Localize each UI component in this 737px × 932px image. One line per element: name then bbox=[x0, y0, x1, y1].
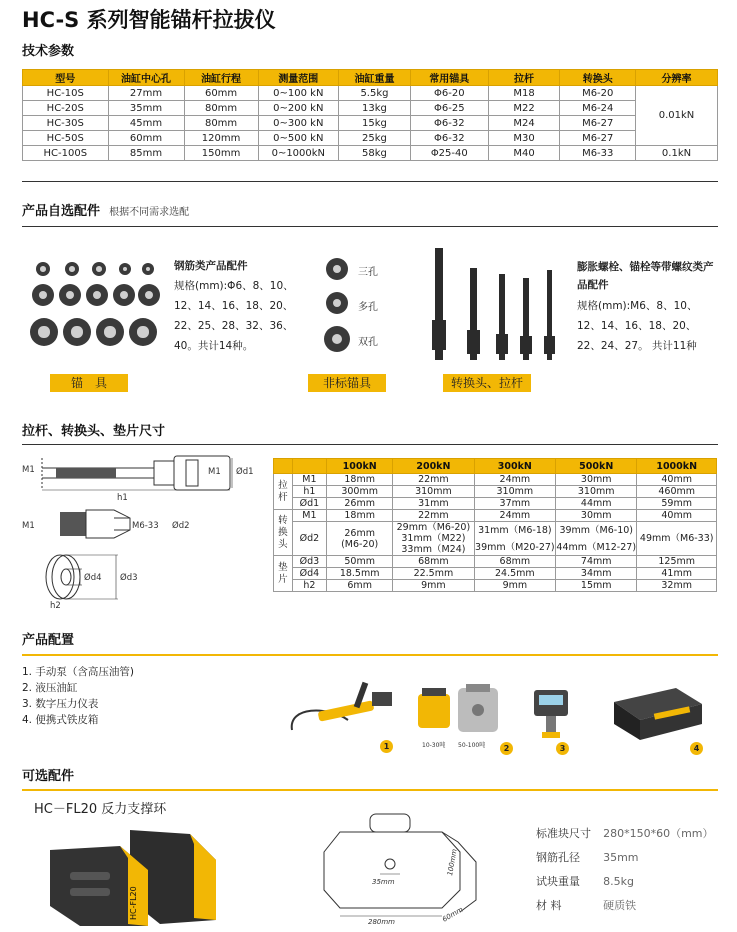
spec-value: 硬质铁 bbox=[603, 899, 637, 912]
multi-hole-anchor-icon bbox=[326, 292, 348, 314]
table-cell: 41mm bbox=[637, 568, 717, 580]
table-cell: 6mm bbox=[327, 580, 393, 592]
badge-anchor: 锚 具 bbox=[50, 374, 128, 392]
number-badge: 2 bbox=[500, 742, 513, 755]
tech-header: 油缸重量 bbox=[339, 70, 411, 86]
dims-header-empty bbox=[292, 459, 326, 474]
table-cell: 9mm bbox=[474, 580, 555, 592]
table-cell: 150mm bbox=[184, 146, 258, 161]
nut-icon bbox=[138, 284, 160, 306]
table-cell: 300mm bbox=[327, 486, 393, 498]
table-cell bbox=[393, 522, 474, 556]
table-cell: 44mm bbox=[556, 498, 637, 510]
dims-table bbox=[273, 458, 717, 592]
drawing-height: 100mm bbox=[446, 848, 459, 877]
resolution-cell: 0.01kN bbox=[636, 86, 718, 146]
cell-line: 39mm（M6-10) bbox=[559, 524, 633, 536]
table-cell: M18 bbox=[488, 86, 560, 101]
table-row bbox=[23, 131, 718, 146]
cell-line: 31mm（M6-18) bbox=[478, 524, 552, 536]
rod-icon bbox=[496, 334, 508, 354]
nut-icon bbox=[119, 263, 131, 275]
cell-line: 29mm（M6-20) bbox=[396, 522, 471, 533]
divider bbox=[22, 226, 718, 227]
table-cell: 25kg bbox=[339, 131, 411, 146]
table-cell: Ød2 bbox=[292, 522, 326, 556]
dims-header-row bbox=[274, 459, 717, 474]
tech-heading: 技术参数 bbox=[22, 44, 75, 59]
config-list bbox=[22, 664, 134, 728]
table-row bbox=[274, 580, 717, 592]
table-cell: 30mm bbox=[556, 474, 637, 486]
nut-icon bbox=[129, 318, 157, 346]
tech-header: 拉杆 bbox=[488, 70, 560, 86]
table-cell: 0~300 kN bbox=[258, 116, 338, 131]
ring-label: HC-FL20 bbox=[129, 886, 138, 920]
table-cell: M22 bbox=[488, 101, 560, 116]
hydraulic-cylinder-image bbox=[410, 684, 500, 740]
rod-icon bbox=[467, 330, 480, 354]
cylinder-large-label: 50-100吨 bbox=[458, 742, 486, 749]
table-cell: h2 bbox=[292, 580, 326, 592]
page-title: HC-S 系列智能锚杆拉拔仪 bbox=[22, 8, 276, 32]
cell-line: 26mm bbox=[344, 527, 375, 539]
table-cell: 37mm bbox=[474, 498, 555, 510]
label-m1: M1 bbox=[22, 465, 35, 475]
tech-header: 转换头 bbox=[560, 70, 636, 86]
resolution-cell: 0.1kN bbox=[636, 146, 718, 161]
table-cell: 27mm bbox=[108, 86, 184, 101]
list-item: 1. 手动泵（含高压油管) bbox=[22, 666, 134, 678]
hole-label: 三孔 bbox=[358, 267, 378, 278]
table-cell bbox=[556, 522, 637, 556]
reaction-ring-drawing bbox=[320, 812, 500, 926]
table-cell: 68mm bbox=[474, 556, 555, 568]
tech-header: 常用锚具 bbox=[410, 70, 488, 86]
nut-icon bbox=[36, 262, 50, 276]
table-cell: M6-27 bbox=[560, 116, 636, 131]
list-item: 2. 液压油缸 bbox=[22, 682, 78, 694]
table-cell: M6-24 bbox=[560, 101, 636, 116]
table-cell: Ød4 bbox=[292, 568, 326, 580]
cell-line: 31mm（M22) bbox=[401, 533, 466, 544]
table-cell: 125mm bbox=[637, 556, 717, 568]
table-cell: 45mm bbox=[108, 116, 184, 131]
table-row bbox=[23, 116, 718, 131]
divider bbox=[22, 789, 718, 791]
drawing-depth: 60mm bbox=[441, 905, 465, 924]
washer-drawing bbox=[46, 555, 118, 599]
table-cell: 40mm bbox=[637, 474, 717, 486]
table-cell: M24 bbox=[488, 116, 560, 131]
tech-header: 测量范围 bbox=[258, 70, 338, 86]
steel-title: 钢筋类产品配件 bbox=[174, 260, 248, 272]
anchor-image bbox=[30, 258, 160, 350]
label-m633: M6-33 bbox=[132, 521, 159, 531]
table-cell: 24.5mm bbox=[474, 568, 555, 580]
table-row bbox=[23, 86, 718, 101]
table-cell: Ød3 bbox=[292, 556, 326, 568]
number-badge: 1 bbox=[380, 740, 393, 753]
bolt-title: 膨胀螺栓、锚栓等带螺纹类产品配件 bbox=[577, 261, 714, 291]
config-heading: 产品配置 bbox=[22, 633, 75, 648]
optional-subheading: 根据不同需求选配 bbox=[109, 207, 190, 218]
rod-icon bbox=[520, 336, 532, 354]
drawing-hole: 35mm bbox=[372, 878, 395, 886]
rod-drawing bbox=[42, 456, 232, 490]
table-cell: 34mm bbox=[556, 568, 637, 580]
table-cell: 9mm bbox=[393, 580, 474, 592]
table-cell: 310mm bbox=[474, 486, 555, 498]
adapter-drawing bbox=[60, 510, 130, 538]
table-cell: 0~200 kN bbox=[258, 101, 338, 116]
dims-heading: 拉杆、转换头、垫片尺寸 bbox=[22, 424, 166, 439]
badge-nonstandard: 非标锚具 bbox=[308, 374, 386, 392]
table-row bbox=[274, 568, 717, 580]
table-cell: 18mm bbox=[327, 510, 393, 522]
table-row bbox=[23, 101, 718, 116]
table-cell: 18.5mm bbox=[327, 568, 393, 580]
group-adapter: 转换头 bbox=[274, 510, 293, 556]
nut-icon bbox=[92, 262, 106, 276]
iron-case-image bbox=[604, 684, 704, 744]
table-cell: 24mm bbox=[474, 474, 555, 486]
table-cell: 18mm bbox=[327, 474, 393, 486]
pressure-gauge-image bbox=[526, 686, 576, 742]
table-row bbox=[274, 486, 717, 498]
cell-line: 44mm（M12-27) bbox=[556, 541, 637, 553]
table-cell: 35mm bbox=[108, 101, 184, 116]
spec-row bbox=[536, 870, 721, 894]
spec-row bbox=[536, 822, 721, 846]
table-cell bbox=[474, 522, 555, 556]
cylinder-small-label: 10-30吨 bbox=[422, 742, 446, 749]
table-cell: h1 bbox=[292, 486, 326, 498]
three-hole-anchor-icon bbox=[326, 258, 348, 280]
label-d2: Ød2 bbox=[172, 521, 190, 531]
dims-header: 200kN bbox=[393, 459, 474, 474]
group-rod: 拉杆 bbox=[274, 474, 293, 510]
badge-adapter: 转换头、拉杆 bbox=[443, 374, 531, 392]
table-cell: 58kg bbox=[339, 146, 411, 161]
table-cell: Ød1 bbox=[292, 498, 326, 510]
rods-adapters-image bbox=[425, 244, 560, 364]
table-cell: HC-10S bbox=[23, 86, 109, 101]
table-cell: 80mm bbox=[184, 116, 258, 131]
hole-types bbox=[322, 258, 402, 358]
table-row bbox=[274, 522, 717, 556]
table-cell: 74mm bbox=[556, 556, 637, 568]
spec-value: 8.5kg bbox=[603, 875, 634, 888]
label-h1: h1 bbox=[117, 493, 128, 503]
label-d1: Ød1 bbox=[236, 467, 254, 477]
label-h2: h2 bbox=[50, 601, 61, 610]
table-cell: M1 bbox=[292, 510, 326, 522]
number-badge: 3 bbox=[556, 742, 569, 755]
hole-label: 多孔 bbox=[358, 302, 378, 313]
cell-line: 39mm（M20-27) bbox=[475, 541, 555, 553]
cell-line: (M6-20) bbox=[341, 538, 379, 550]
nut-icon bbox=[113, 284, 135, 306]
nut-icon bbox=[86, 284, 108, 306]
table-cell: 60mm bbox=[108, 131, 184, 146]
dims-drawing bbox=[22, 450, 267, 610]
dims-header: 100kN bbox=[327, 459, 393, 474]
table-cell: M6-33 bbox=[560, 146, 636, 161]
table-cell: 310mm bbox=[393, 486, 474, 498]
tech-header-row bbox=[23, 70, 718, 86]
table-cell: 460mm bbox=[637, 486, 717, 498]
table-cell: 0~100 kN bbox=[258, 86, 338, 101]
tech-header: 型号 bbox=[23, 70, 109, 86]
table-cell: HC-50S bbox=[23, 131, 109, 146]
spec-row bbox=[536, 894, 721, 918]
nut-icon bbox=[96, 318, 124, 346]
table-cell: 13kg bbox=[339, 101, 411, 116]
spec-key: 标准块尺寸 bbox=[536, 827, 591, 840]
table-cell: 15mm bbox=[556, 580, 637, 592]
tech-table bbox=[22, 69, 718, 161]
table-cell: 40mm bbox=[637, 510, 717, 522]
spec-row bbox=[536, 846, 721, 870]
table-cell: HC-20S bbox=[23, 101, 109, 116]
group-washer: 垫片 bbox=[274, 556, 293, 592]
table-row bbox=[274, 474, 717, 486]
table-cell: 120mm bbox=[184, 131, 258, 146]
rod-icon bbox=[544, 336, 555, 354]
tech-header: 油缸行程 bbox=[184, 70, 258, 86]
dims-header: 500kN bbox=[556, 459, 637, 474]
nut-icon bbox=[32, 284, 54, 306]
table-cell bbox=[327, 522, 393, 556]
table-cell: 60mm bbox=[184, 86, 258, 101]
table-cell: 32mm bbox=[637, 580, 717, 592]
table-cell: Φ25-40 bbox=[410, 146, 488, 161]
accessory-heading: 可选配件 bbox=[22, 769, 75, 784]
nut-icon bbox=[59, 284, 81, 306]
table-cell: 80mm bbox=[184, 101, 258, 116]
table-cell: 50mm bbox=[327, 556, 393, 568]
hole-label: 双孔 bbox=[358, 337, 378, 348]
table-row bbox=[274, 498, 717, 510]
table-cell: HC-30S bbox=[23, 116, 109, 131]
table-cell: 22mm bbox=[393, 510, 474, 522]
table-cell: 0~1000kN bbox=[258, 146, 338, 161]
spec-key: 钢筋孔径 bbox=[536, 851, 580, 864]
table-cell: HC-100S bbox=[23, 146, 109, 161]
tech-header: 分辨率 bbox=[636, 70, 718, 86]
accessory-name: HC－FL20 反力支撑环 bbox=[34, 802, 167, 817]
list-item: 3. 数字压力仪表 bbox=[22, 698, 99, 710]
spec-key: 试块重量 bbox=[536, 875, 580, 888]
bolt-desc: 规格(mm):M6、8、10、12、14、16、18、20、22、24、27。 共计11种 bbox=[577, 300, 698, 352]
table-cell: 26mm bbox=[327, 498, 393, 510]
nut-icon bbox=[63, 318, 91, 346]
optional-heading-row bbox=[22, 200, 189, 219]
table-row bbox=[274, 510, 717, 522]
rod-icon bbox=[432, 320, 446, 350]
table-cell: 15kg bbox=[339, 116, 411, 131]
table-cell: Φ6-32 bbox=[410, 131, 488, 146]
list-item: 4. 便携式铁皮箱 bbox=[22, 714, 99, 726]
table-cell: M40 bbox=[488, 146, 560, 161]
divider bbox=[22, 444, 718, 445]
table-cell: 49mm（M6-33) bbox=[637, 522, 717, 556]
steel-desc: 规格(mm):Φ6、8、10、12、14、16、18、20、22、25、28、32、36、40。共计14种。 bbox=[174, 280, 294, 352]
drawing-width: 280mm bbox=[368, 918, 395, 926]
table-cell: 310mm bbox=[556, 486, 637, 498]
label-m1-right: M1 bbox=[208, 467, 221, 477]
dims-header: 300kN bbox=[474, 459, 555, 474]
nut-icon bbox=[65, 262, 79, 276]
table-cell: M6-27 bbox=[560, 131, 636, 146]
table-cell: 5.5kg bbox=[339, 86, 411, 101]
table-cell: M6-20 bbox=[560, 86, 636, 101]
table-cell: M1 bbox=[292, 474, 326, 486]
spec-key: 材 料 bbox=[536, 899, 562, 912]
hand-pump-image bbox=[288, 676, 398, 750]
cell-line: 33mm（M24) bbox=[401, 544, 466, 555]
table-cell: 24mm bbox=[474, 510, 555, 522]
table-cell: 31mm bbox=[393, 498, 474, 510]
nut-icon bbox=[30, 318, 58, 346]
table-cell: 59mm bbox=[637, 498, 717, 510]
table-cell: 85mm bbox=[108, 146, 184, 161]
spec-value: 35mm bbox=[603, 851, 639, 864]
table-cell: 0~500 kN bbox=[258, 131, 338, 146]
table-cell: Φ6-25 bbox=[410, 101, 488, 116]
table-cell: Φ6-20 bbox=[410, 86, 488, 101]
table-row bbox=[23, 146, 718, 161]
label-d4: Ød4 bbox=[84, 573, 102, 583]
reaction-ring-photo bbox=[40, 820, 220, 928]
two-hole-anchor-icon bbox=[324, 326, 350, 352]
table-cell: 68mm bbox=[393, 556, 474, 568]
table-cell: Φ6-32 bbox=[410, 116, 488, 131]
optional-heading: 产品自选配件 bbox=[22, 204, 101, 219]
divider bbox=[22, 654, 718, 656]
divider bbox=[22, 181, 718, 182]
dims-header: 1000kN bbox=[637, 459, 717, 474]
label-m1-adapter: M1 bbox=[22, 521, 35, 531]
accessory-specs bbox=[536, 822, 721, 918]
spec-value: 280*150*60（mm） bbox=[603, 827, 714, 840]
table-cell: 22.5mm bbox=[393, 568, 474, 580]
table-cell: 30mm bbox=[556, 510, 637, 522]
nut-icon bbox=[142, 263, 154, 275]
table-row bbox=[274, 556, 717, 568]
dims-header-empty bbox=[274, 459, 293, 474]
table-cell: 22mm bbox=[393, 474, 474, 486]
number-badge: 4 bbox=[690, 742, 703, 755]
label-d3: Ød3 bbox=[120, 573, 138, 583]
tech-header: 油缸中心孔 bbox=[108, 70, 184, 86]
table-cell: M30 bbox=[488, 131, 560, 146]
